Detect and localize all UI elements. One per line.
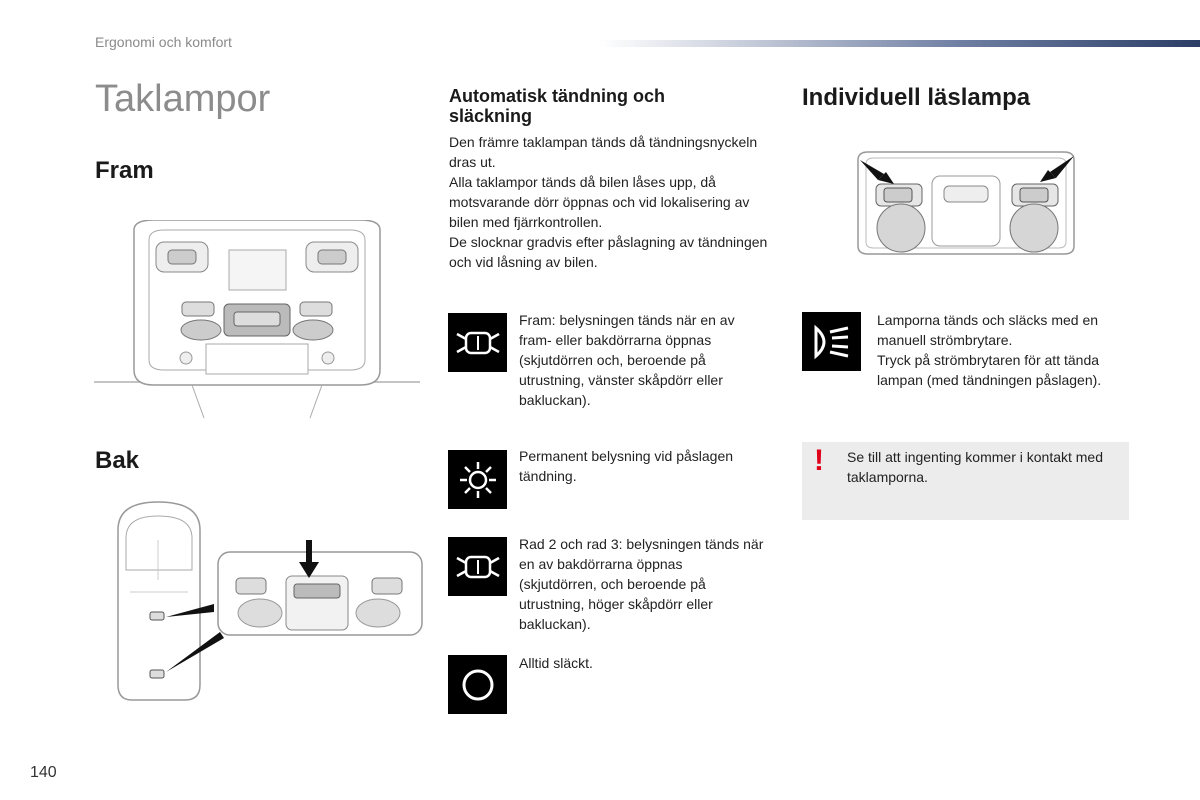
door-open-car-icon [448, 313, 507, 372]
warning-icon: ! [814, 444, 824, 477]
mode-4-text: Alltid släckt. [519, 655, 593, 671]
mode-1-text: Fram: belysningen tänds när en av fram- eller bakdörrarna öppnas (skjutdörren och, beroende på utrustning, vänster skåpdörr eller bakluckan). [519, 312, 735, 408]
reading-lamp-text-1: Lamporna tänds och släcks med en manuell strömbrytare. [877, 312, 1099, 348]
rear-ceiling-lamp-illustration [110, 500, 426, 705]
auto-lighting-paragraph-1: Den främre taklampan tänds då tändningsnyckeln dras ut. [449, 134, 758, 170]
rear-heading: Bak [95, 447, 140, 474]
auto-lighting-heading: Automatisk tändning och släckning [449, 86, 665, 126]
mode-2-text: Permanent belysning vid påslagen tändning. [519, 448, 734, 484]
front-heading: Fram [95, 157, 154, 184]
door-open-car-icon [448, 537, 507, 596]
off-circle-icon [448, 655, 507, 714]
header-gradient-bar [600, 40, 1200, 47]
reading-lamp-heading: Individuell läslampa [802, 84, 1031, 111]
reading-lamp-icon [802, 312, 861, 371]
auto-lighting-paragraph-3: De slocknar gradvis efter påslagning av tändningen och vid låsning av bilen. [449, 234, 768, 270]
page-number: 140 [30, 764, 57, 781]
reading-lamp-illustration [850, 150, 1082, 258]
page-title: Taklampor [95, 78, 271, 120]
auto-lighting-paragraph-2: Alla taklampor tänds då bilen låses upp, då motsvarande dörr öppnas och vid lokalisering av bilen med fjärrkontrollen. [449, 174, 750, 230]
section-header: Ergonomi och komfort [95, 34, 232, 50]
permanent-light-icon [448, 450, 507, 509]
front-ceiling-lamp-illustration [94, 220, 420, 420]
reading-lamp-text-2: Tryck på strömbrytaren för att tända lampan (med tändningen påslagen). [877, 352, 1102, 388]
warning-text: Se till att ingenting kommer i kontakt med taklamporna. [847, 449, 1104, 485]
mode-3-text: Rad 2 och rad 3: belysningen tänds när en av bakdörrarna öppnas (skjutdörren, och beroende på utrustning, höger skåpdörr eller bakluckan). [519, 536, 764, 632]
